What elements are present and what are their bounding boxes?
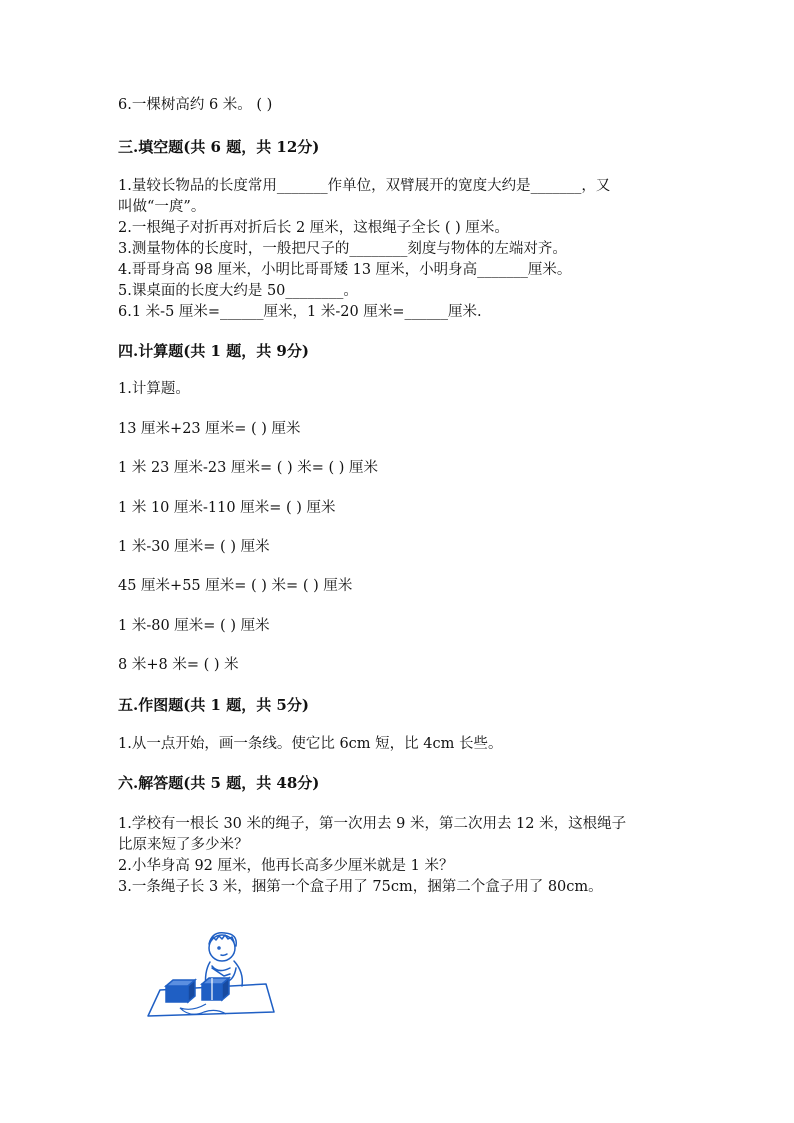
drawing-question-1: 1.从一点开始，画一条线。使它比 6cm 短，比 4cm 长些。 [118,736,503,752]
calc-item-5: 45 厘米+55 厘米= ( ) 米= ( ) 厘米 [118,578,353,594]
section-6-heading: 六.解答题(共 5 题，共 48分) [118,774,320,792]
calc-item-1: 13 厘米+23 厘米= ( ) 厘米 [118,421,301,437]
boy-tying-boxes-illustration [146,928,276,1020]
fill-blank-line-5: 4.哥哥身高 98 厘米，小明比哥哥矮 13 厘米，小明身高_______厘米。 [118,262,572,278]
calc-item-2: 1 米 23 厘米-23 厘米= ( ) 米= ( ) 厘米 [118,460,379,476]
fill-blank-line-6: 5.课桌面的长度大约是 50________。 [118,283,358,299]
judgement-question-6: 6.一棵树高约 6 米。 ( ) [118,97,273,113]
fill-blank-line-7: 6.1 米-5 厘米=______厘米，1 米-20 厘米=______厘米. [118,304,482,320]
section-4-heading: 四.计算题(共 1 题，共 9分) [118,342,309,360]
section-3-heading: 三.填空题(共 6 题，共 12分) [118,138,320,156]
answer-line-1: 1.学校有一根长 30 米的绳子，第一次用去 9 米，第二次用去 12 米，这根绳子 [118,816,627,832]
fill-blank-line-4: 3.测量物体的长度时，一般把尺子的________刻度与物体的左端对齐。 [118,241,567,257]
fill-blank-line-3: 2.一根绳子对折再对折后长 2 厘米，这根绳子全长 ( ) 厘米。 [118,220,509,236]
answer-line-4: 3.一条绳子长 3 米，捆第一个盒子用了 75cm，捆第二个盒子用了 80cm。 [118,879,603,895]
calc-item-7: 8 米+8 米= ( ) 米 [118,657,239,673]
answer-line-2: 比原来短了多少米？ [118,837,249,853]
calc-item-4: 1 米-30 厘米= ( ) 厘米 [118,539,270,555]
calc-intro: 1.计算题。 [118,381,190,397]
answer-line-3: 2.小华身高 92 厘米，他再长高多少厘米就是 1 米？ [118,858,454,874]
fill-blank-line-2: 叫做“一庹”。 [118,199,206,215]
calc-item-3: 1 米 10 厘米-110 厘米= ( ) 厘米 [118,500,336,516]
calc-item-6: 1 米-80 厘米= ( ) 厘米 [118,618,270,634]
fill-blank-line-1: 1.量较长物品的长度常用_______作单位，双臂展开的宽度大约是_______，又 [118,178,611,194]
section-5-heading: 五.作图题(共 1 题，共 5分) [118,696,309,714]
